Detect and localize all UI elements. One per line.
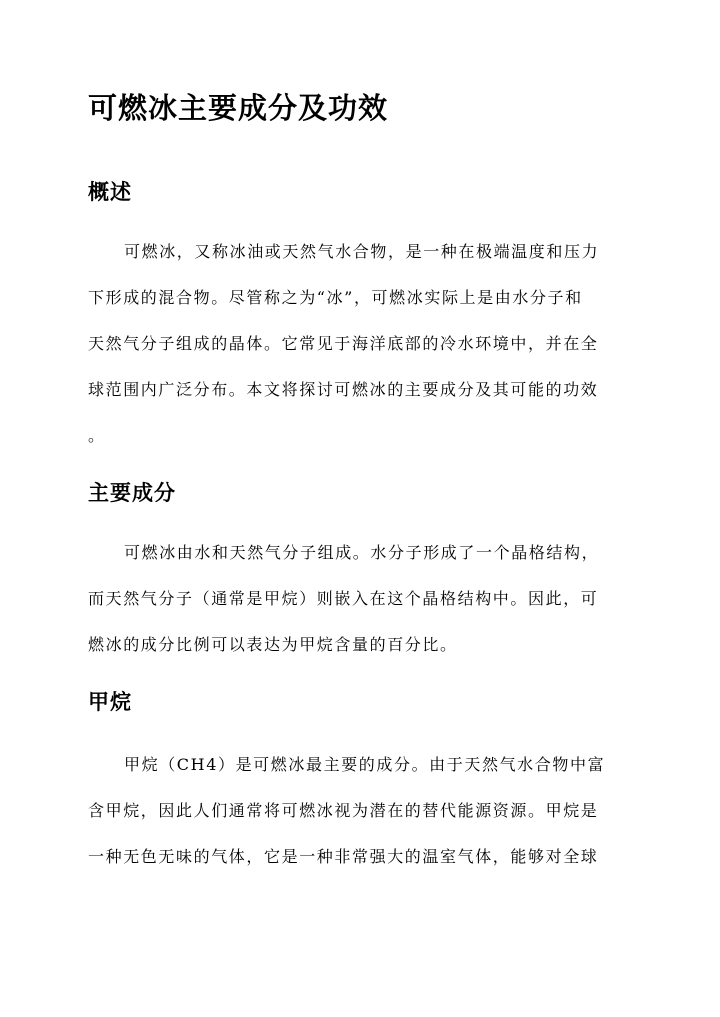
paragraph-line: 下形成的混合物。尽管称之为“冰”，可燃冰实际上是由水分子和	[88, 288, 583, 307]
paragraph-methane	[88, 742, 636, 880]
paragraph-line: 一种无色无味的气体，它是一种非常强大的温室气体，能够对全球	[88, 847, 599, 866]
paragraph-line: 球范围内广泛分布。本文将探讨可燃冰的主要成分及其可能的功效	[88, 380, 599, 399]
paragraph-line: 而天然气分子（通常是甲烷）则嵌入在这个晶格结构中。因此，可	[88, 589, 599, 608]
paragraph-line: 。	[88, 426, 106, 445]
paragraph-line: 可燃冰，又称冰油或天然气水合物，是一种在极端温度和压力	[124, 242, 600, 261]
section-heading-overview: 概述	[88, 179, 132, 204]
document-title: 可燃冰主要成分及功效	[88, 91, 389, 125]
paragraph-line: 甲烷（CH4）是可燃冰最主要的成分。由于天然气水合物中富	[124, 755, 606, 774]
section-heading-main-components: 主要成分	[88, 480, 176, 505]
section-heading-methane: 甲烷	[88, 689, 132, 714]
paragraph-line: 天然气分子组成的晶体。它常见于海洋底部的冷水环境中，并在全	[88, 334, 599, 353]
paragraph-line: 可燃冰由水和天然气分子组成。水分子形成了一个晶格结构，	[124, 543, 600, 562]
paragraph-line: 含甲烷，因此人们通常将可燃冰视为潜在的替代能源资源。甲烷是	[88, 801, 599, 820]
paragraph-main-components	[88, 530, 636, 668]
paragraph-line: 燃冰的成分比例可以表达为甲烷含量的百分比。	[88, 635, 458, 654]
paragraph-overview	[88, 229, 636, 459]
